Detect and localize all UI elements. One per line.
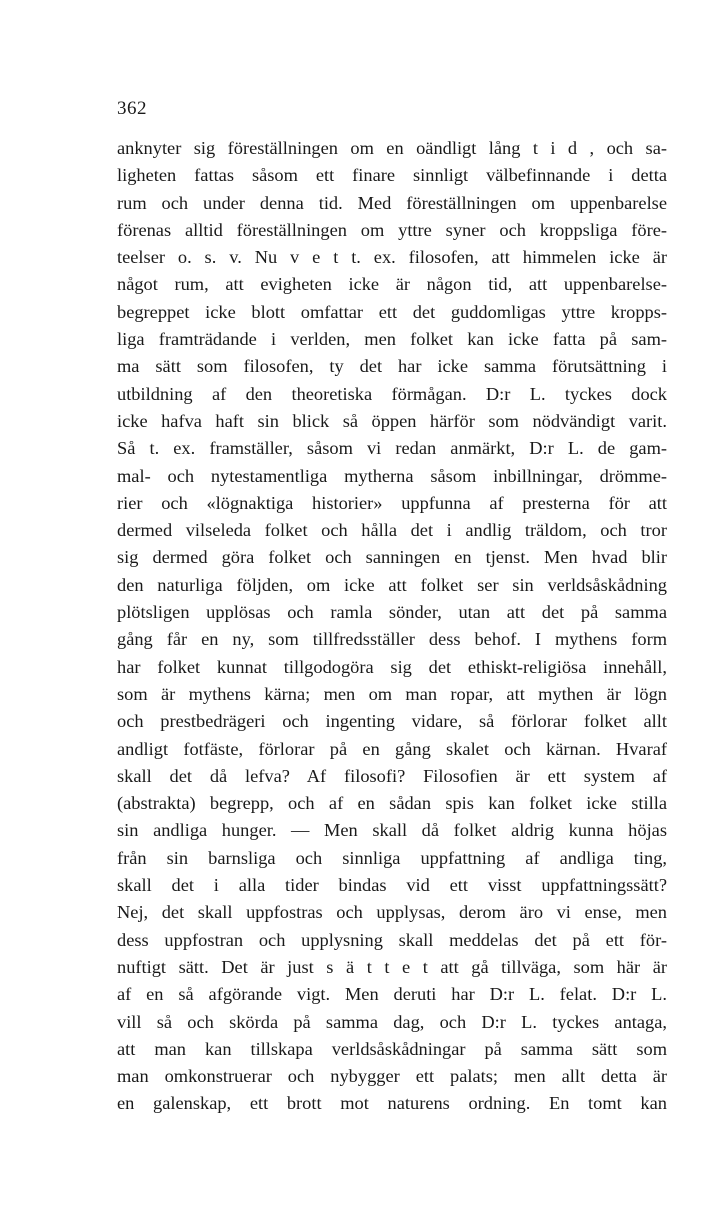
text-line: den naturliga följden, om icke att folket ser sin verldsåskådning <box>117 574 667 595</box>
text-line: mal- och nytestamentliga mytherna såsom inbillningar, drömme- <box>117 465 667 486</box>
text-line: gång får en ny, som tillfredsställer dess behof. I mythens form <box>117 629 667 650</box>
text-line: rum och under denna tid. Med föreställningen om uppenbarelse <box>117 192 667 213</box>
text-line: man omkonstruerar och nybygger ett palats; men allt detta är <box>117 1066 667 1087</box>
text-line: af en så afgörande vigt. Men deruti har D:r L. felat. D:r L. <box>117 984 667 1005</box>
text-line: teelser o. s. v. Nu v e t t. ex. filosofen, att himmelen icke är <box>117 247 667 268</box>
text-line: som är mythens kärna; men om man ropar, att mythen är lögn <box>117 683 667 704</box>
text-line: skall det då lefva? Af filosofi? Filosofien är ett system af <box>117 765 667 786</box>
text-line: och prestbedrägeri och ingenting vidare, så förlorar folket allt <box>117 711 667 732</box>
text-line: ma sätt som filosofen, ty det har icke samma förutsättning i <box>117 356 667 377</box>
text-line: Nej, det skall uppfostras och upplysas, derom äro vi ense, men <box>117 902 667 923</box>
text-line: begreppet icke blott omfattar ett det guddomligas yttre kropps- <box>117 301 667 322</box>
text-line: anknyter sig föreställningen om en oändligt lång t i d , och sa- <box>117 138 667 158</box>
text-line: skall det i alla tider bindas vid ett visst uppfattningssätt? <box>117 875 667 896</box>
body-text <box>117 135 667 1118</box>
page-number: 362 <box>117 98 147 119</box>
text-line: plötsligen upplösas och ramla sönder, utan att det på samma <box>117 602 667 623</box>
text-line: (abstrakta) begrepp, och af en sådan spis kan folket icke stilla <box>117 793 667 814</box>
text-line: dermed vilseleda folket och hålla det i andlig träldom, och tror <box>117 520 667 541</box>
text-line: något rum, att evigheten icke är någon tid, att uppenbarelse- <box>117 274 667 295</box>
text-line: att man kan tillskapa verldsåskådningar på samma sätt som <box>117 1038 667 1059</box>
text-line: vill så och skörda på samma dag, och D:r L. tyckes antaga, <box>117 1011 667 1032</box>
text-line: utbildning af den theoretiska förmågan. D:r L. tyckes dock <box>117 383 667 404</box>
text-line: från sin barnsliga och sinnliga uppfattning af andliga ting, <box>117 847 667 868</box>
text-line: Så t. ex. framställer, såsom vi redan anmärkt, D:r L. de gam- <box>117 438 667 459</box>
text-line: sin andliga hunger. — Men skall då folket aldrig kunna höjas <box>117 820 667 841</box>
text-line: liga framträdande i verlden, men folket kan icke fatta på sam- <box>117 329 667 350</box>
text-line: rier och «lögnaktiga historier» uppfunna af presterna för att <box>117 492 667 513</box>
text-line: har folket kunnat tillgodogöra sig det ethiskt-religiösa innehåll, <box>117 656 667 677</box>
text-line: ligheten fattas såsom ett finare sinnligt välbefinnande i detta <box>117 165 667 186</box>
text-line: nuftigt sätt. Det är just s ä t t e t att gå tillväga, som här är <box>117 956 667 977</box>
text-line: förenas alltid föreställningen om yttre syner och kroppsliga före- <box>117 219 667 240</box>
text-line: en galenskap, ett brott mot naturens ordning. En tomt kan <box>117 1093 667 1114</box>
text-line: dess uppfostran och upplysning skall meddelas det på ett för- <box>117 929 667 950</box>
text-line: sig dermed göra folket och sanningen en tjenst. Men hvad blir <box>117 547 667 568</box>
text-line: andligt fotfäste, förlorar på en gång skalet och kärnan. Hvaraf <box>117 738 667 759</box>
text-line: icke hafva haft sin blick så öppen härför som nödvändigt varit. <box>117 410 667 431</box>
